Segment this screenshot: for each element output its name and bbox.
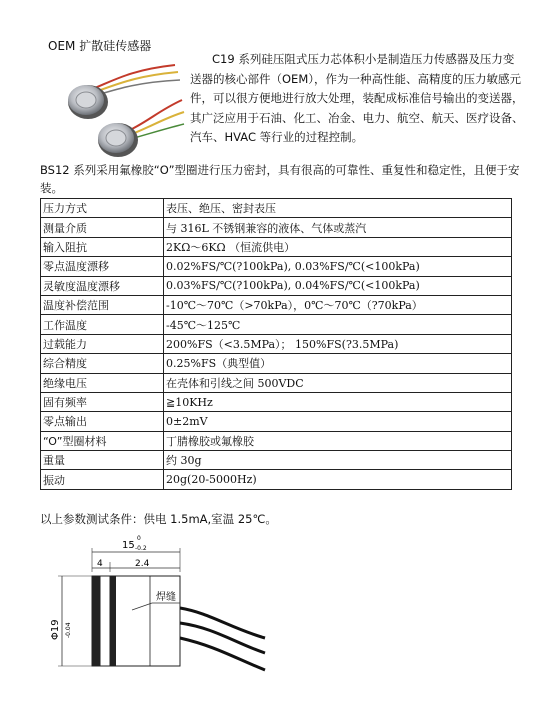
spec-value: 0.25%FS（典型值） xyxy=(164,354,512,373)
spec-key: 温度补偿范围 xyxy=(41,295,164,314)
spec-value: -45℃～125℃ xyxy=(164,315,512,334)
table-row xyxy=(41,315,512,334)
spec-value: 2KΩ～6KΩ （恒流供电） xyxy=(164,237,512,256)
table-row xyxy=(41,373,512,392)
table-row xyxy=(41,354,512,373)
spec-key: 零点温度漂移 xyxy=(41,257,164,276)
dim-total-tol-lower: -0.2 xyxy=(135,545,147,552)
test-conditions: 以上参数测试条件：供电 1.5mA,室温 25℃。 xyxy=(40,512,277,526)
spec-key: 重量 xyxy=(41,451,164,470)
dim-total-tol-upper: 0 xyxy=(137,535,141,542)
spec-key: 综合精度 xyxy=(41,354,164,373)
spec-value: 与 316L 不锈钢兼容的液体、气体或蒸汽 xyxy=(164,218,512,237)
dim-diameter: Φ19 xyxy=(50,619,61,640)
spec-key: 压力方式 xyxy=(41,199,164,218)
table-row xyxy=(41,412,512,431)
spec-value: 0±2mV xyxy=(164,412,512,431)
table-row xyxy=(41,470,512,489)
spec-key: 振动 xyxy=(41,470,164,489)
dimension-drawing xyxy=(40,528,300,703)
dim-total: 15 xyxy=(122,540,135,551)
dim-diameter-tol: -0.04 xyxy=(65,622,72,638)
spec-value: 20g(20-5000Hz) xyxy=(164,470,512,489)
spec-value: ≧10KHz xyxy=(164,392,512,411)
table-row xyxy=(41,237,512,256)
spec-value: 表压、绝压、密封表压 xyxy=(164,199,512,218)
sensor-photo xyxy=(60,60,185,160)
table-row xyxy=(41,392,512,411)
spec-key: 输入阻抗 xyxy=(41,237,164,256)
spec-key: 绝缘电压 xyxy=(41,373,164,392)
spec-key: 测量介质 xyxy=(41,218,164,237)
intro-paragraph: C19 系列硅压阻式压力芯体积小是制造压力传感器及压力变送器的核心部件（OEM），作为一种高性能、高精度的压力敏感元件，可以很方便地进行放大处理，装配成标准信号输出的变送器，其广泛应用于石油、化工、冶金、电力、航空、航天、医疗设备、汽车、HVAC 等行业的过程控制。 xyxy=(190,52,524,144)
table-row xyxy=(41,257,512,276)
spec-table xyxy=(40,198,512,490)
page-title: OEM 扩散硅传感器 xyxy=(48,39,152,53)
table-row xyxy=(41,451,512,470)
dim-right: 2.4 xyxy=(135,559,150,569)
dim-left: 4 xyxy=(97,559,103,569)
spec-key: 灵敏度温度漂移 xyxy=(41,276,164,295)
spec-value: 200%FS（<3.5MPa）； 150%FS(?3.5MPa) xyxy=(164,334,512,353)
spec-value: 丁腈橡胶或氟橡胶 xyxy=(164,431,512,450)
spec-key: 工作温度 xyxy=(41,315,164,334)
table-row xyxy=(41,334,512,353)
table-row xyxy=(41,199,512,218)
spec-value: 0.03%FS/℃(?100kPa), 0.04%FS/℃(<100kPa) xyxy=(164,276,512,295)
spec-value: 约 30g xyxy=(164,451,512,470)
table-row xyxy=(41,431,512,450)
spec-key: 过载能力 xyxy=(41,334,164,353)
seal-note: BS12 系列采用氟橡胶“O”型圈进行压力密封，具有很高的可靠性、重复性和稳定性，且便于安装。 xyxy=(40,163,520,195)
spec-value: 在壳体和引线之间 500VDC xyxy=(164,373,512,392)
spec-key: 零点输出 xyxy=(41,412,164,431)
spec-key: 固有频率 xyxy=(41,392,164,411)
weld-label: 焊缝 xyxy=(156,592,176,603)
spec-value: 0.02%FS/℃(?100kPa), 0.03%FS/℃(<100kPa) xyxy=(164,257,512,276)
spec-value: -10℃～70℃（>70kPa），0℃～70℃（?70kPa） xyxy=(164,295,512,314)
table-row xyxy=(41,276,512,295)
table-row xyxy=(41,218,512,237)
table-row xyxy=(41,295,512,314)
spec-key: “O”型圈材料 xyxy=(41,431,164,450)
